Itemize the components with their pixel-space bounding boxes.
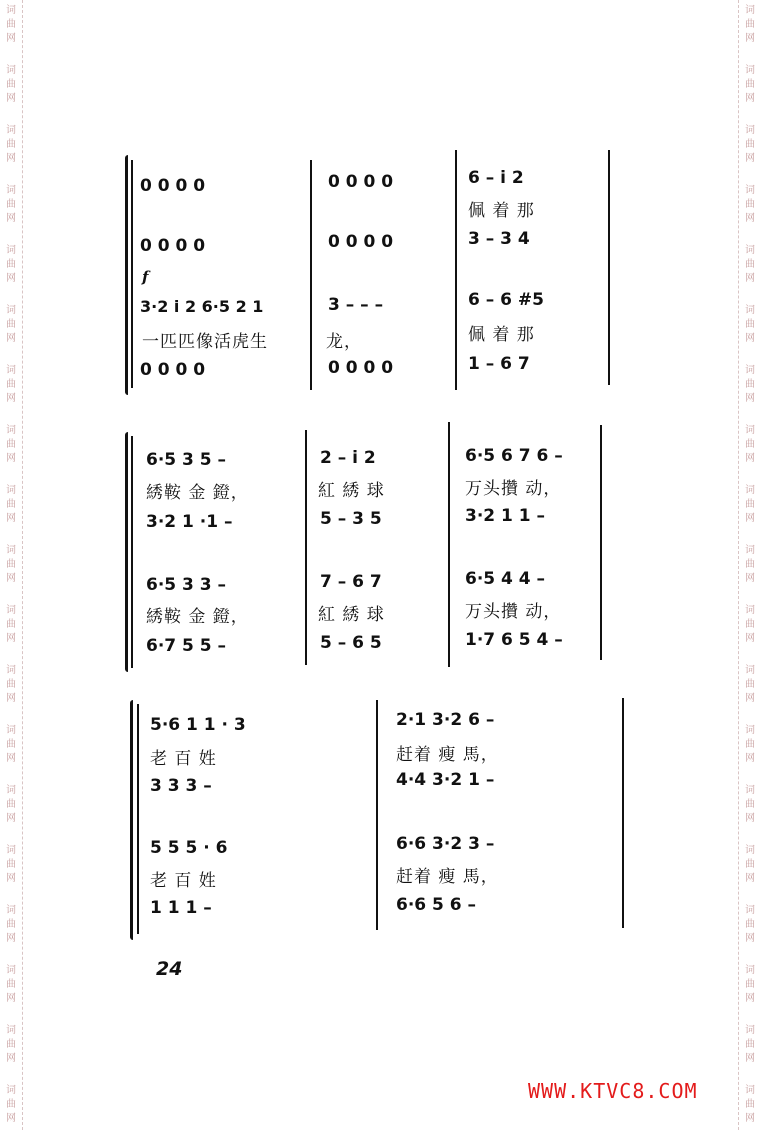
watermark-glyph: 词 bbox=[6, 1085, 16, 1096]
lyric-m3: 佩 着 那 bbox=[468, 201, 535, 221]
watermark-glyph: 网 bbox=[745, 1113, 755, 1124]
watermark-glyph: 词 bbox=[6, 485, 16, 496]
watermark-glyph: 词 bbox=[6, 905, 16, 916]
notes-m2: 0 0 0 0 bbox=[328, 172, 394, 192]
notes-m1: 6·5 3 3 – bbox=[146, 575, 227, 595]
watermark-glyph: 网 bbox=[6, 573, 16, 584]
watermark-glyph: 词 bbox=[6, 365, 16, 376]
watermark-glyph: 网 bbox=[745, 933, 755, 944]
notes-m2: 5 – 6 5 bbox=[320, 633, 382, 653]
watermark-glyph: 曲 bbox=[745, 679, 755, 690]
watermark-glyph: 网 bbox=[6, 393, 16, 404]
watermark-glyph: 网 bbox=[6, 453, 16, 464]
watermark-glyph: 网 bbox=[745, 633, 755, 644]
system-brace bbox=[125, 432, 128, 672]
watermark-glyph: 曲 bbox=[6, 79, 16, 90]
watermark-glyph: 词 bbox=[6, 725, 16, 736]
watermark-glyph: 词 bbox=[6, 845, 16, 856]
watermark-glyph: 词 bbox=[6, 425, 16, 436]
watermark-glyph: 曲 bbox=[745, 739, 755, 750]
watermark-glyph: 网 bbox=[6, 993, 16, 1004]
notes-m3: 1·7 6 5 4 – bbox=[465, 630, 563, 650]
notes-m2: 3 – – – bbox=[328, 295, 384, 315]
watermark-glyph: 网 bbox=[745, 993, 755, 1004]
watermark-glyph: 曲 bbox=[745, 499, 755, 510]
lyric-m1: 老 百 姓 bbox=[150, 749, 217, 769]
watermark-glyph: 词 bbox=[6, 1025, 16, 1036]
watermark-glyph: 曲 bbox=[745, 19, 755, 30]
lyric-m2: 赶着 瘦 馬， bbox=[396, 867, 499, 887]
site-watermark[interactable]: WWW.KTVC8.COM bbox=[528, 1079, 698, 1103]
watermark-glyph: 网 bbox=[745, 813, 755, 824]
watermark-glyph: 网 bbox=[6, 813, 16, 824]
watermark-glyph: 曲 bbox=[745, 979, 755, 990]
page-number: 24 bbox=[156, 958, 183, 980]
watermark-glyph: 网 bbox=[6, 753, 16, 764]
watermark-glyph: 网 bbox=[6, 333, 16, 344]
watermark-glyph: 曲 bbox=[745, 859, 755, 870]
watermark-glyph: 词 bbox=[6, 125, 16, 136]
bar-line bbox=[448, 422, 450, 667]
watermark-glyph: 网 bbox=[745, 273, 755, 284]
notes-m2: 6·6 3·2 3 – bbox=[396, 834, 495, 854]
watermark-glyph: 网 bbox=[6, 1113, 16, 1124]
notes-m1: 6·7 5 5 – bbox=[146, 636, 227, 656]
notes-m3: 3 – 3 4 bbox=[468, 229, 530, 249]
notes-m2: 0 0 0 0 bbox=[328, 358, 394, 378]
system-brace bbox=[125, 155, 128, 395]
bar-line bbox=[131, 160, 133, 388]
lyric-m3: 佩 着 那 bbox=[468, 325, 535, 345]
watermark-glyph: 网 bbox=[745, 753, 755, 764]
notes-m1: 3 3 3 – bbox=[150, 776, 212, 796]
watermark-glyph: 曲 bbox=[6, 199, 16, 210]
bar-line bbox=[376, 700, 378, 930]
watermark-glyph: 曲 bbox=[6, 559, 16, 570]
lyric-m2: 龙， bbox=[326, 332, 362, 352]
watermark-glyph: 词 bbox=[6, 665, 16, 676]
notes-m1: 5·6 1 1 · 3 bbox=[150, 715, 246, 735]
notes-m1: 1 1 1 – bbox=[150, 898, 212, 918]
watermark-glyph: 词 bbox=[6, 245, 16, 256]
watermark-glyph: 网 bbox=[745, 693, 755, 704]
notes-m1: 6·5 3 5 – bbox=[146, 450, 227, 470]
watermark-glyph: 词 bbox=[6, 785, 16, 796]
lyric-m2: 紅 綉 球 bbox=[318, 605, 385, 625]
watermark-glyph: 网 bbox=[6, 873, 16, 884]
watermark-glyph: 网 bbox=[6, 513, 16, 524]
dynamic-mark: f bbox=[142, 268, 149, 286]
watermark-glyph: 词 bbox=[745, 605, 755, 616]
notes-m2: 2 – i 2 bbox=[320, 448, 376, 468]
watermark-glyph: 网 bbox=[6, 1053, 16, 1064]
notes-m1: 3·2 i 2 6·5 2 1 bbox=[140, 297, 264, 316]
watermark-glyph: 词 bbox=[745, 365, 755, 376]
watermark-glyph: 网 bbox=[745, 513, 755, 524]
notes-m3: 3·2 1 1 – bbox=[465, 506, 546, 526]
bar-line bbox=[622, 698, 624, 928]
watermark-glyph: 曲 bbox=[745, 379, 755, 390]
watermark-glyph: 词 bbox=[745, 1085, 755, 1096]
watermark-glyph: 词 bbox=[745, 1025, 755, 1036]
watermark-glyph: 词 bbox=[745, 665, 755, 676]
watermark-glyph: 网 bbox=[6, 933, 16, 944]
watermark-glyph: 网 bbox=[745, 153, 755, 164]
watermark-glyph: 曲 bbox=[6, 979, 16, 990]
notes-m3: 6 – 6 #5 bbox=[468, 290, 544, 310]
watermark-glyph: 网 bbox=[6, 93, 16, 104]
notes-m1: 0 0 0 0 bbox=[140, 176, 206, 196]
lyric-m2: 紅 綉 球 bbox=[318, 481, 385, 501]
watermark-glyph: 词 bbox=[6, 545, 16, 556]
watermark-glyph: 曲 bbox=[6, 799, 16, 810]
watermark-glyph: 网 bbox=[745, 453, 755, 464]
watermark-glyph: 曲 bbox=[745, 919, 755, 930]
notes-m2: 2·1 3·2 6 – bbox=[396, 710, 495, 730]
bar-line bbox=[608, 150, 610, 385]
notes-m2: 6·6 5 6 – bbox=[396, 895, 477, 915]
watermark-glyph: 词 bbox=[745, 5, 755, 16]
watermark-glyph: 词 bbox=[745, 545, 755, 556]
notes-m1: 5 5 5 · 6 bbox=[150, 838, 228, 858]
watermark-glyph: 词 bbox=[745, 725, 755, 736]
watermark-glyph: 曲 bbox=[745, 199, 755, 210]
watermark-glyph: 词 bbox=[745, 785, 755, 796]
watermark-glyph: 词 bbox=[745, 305, 755, 316]
bar-line bbox=[310, 160, 312, 390]
watermark-glyph: 曲 bbox=[745, 799, 755, 810]
notes-m3: 6·5 6 7 6 – bbox=[465, 446, 563, 466]
watermark-glyph: 词 bbox=[745, 485, 755, 496]
watermark-glyph: 曲 bbox=[6, 1039, 16, 1050]
watermark-glyph: 曲 bbox=[6, 139, 16, 150]
left-guide-line bbox=[22, 0, 23, 1130]
watermark-glyph: 网 bbox=[745, 873, 755, 884]
watermark-glyph: 曲 bbox=[745, 1099, 755, 1110]
lyric-m1: 綉鞍 金 鐙， bbox=[146, 483, 249, 503]
watermark-glyph: 曲 bbox=[6, 859, 16, 870]
bar-line bbox=[131, 436, 133, 668]
lyric-m1: 一匹匹像活虎生 bbox=[142, 332, 268, 352]
watermark-glyph: 曲 bbox=[6, 679, 16, 690]
watermark-glyph: 网 bbox=[6, 693, 16, 704]
watermark-glyph: 曲 bbox=[745, 139, 755, 150]
watermark-glyph: 曲 bbox=[6, 619, 16, 630]
watermark-glyph: 曲 bbox=[6, 379, 16, 390]
watermark-glyph: 曲 bbox=[6, 919, 16, 930]
bar-line bbox=[305, 430, 307, 665]
watermark-glyph: 词 bbox=[6, 965, 16, 976]
watermark-glyph: 曲 bbox=[6, 499, 16, 510]
watermark-glyph: 网 bbox=[6, 633, 16, 644]
watermark-glyph: 网 bbox=[745, 1053, 755, 1064]
lyric-m3: 万头攢 动， bbox=[465, 602, 562, 622]
watermark-glyph: 词 bbox=[6, 5, 16, 16]
watermark-glyph: 词 bbox=[6, 185, 16, 196]
watermark-glyph: 网 bbox=[745, 333, 755, 344]
watermark-glyph: 词 bbox=[745, 185, 755, 196]
watermark-glyph: 词 bbox=[6, 605, 16, 616]
notes-m2: 5 – 3 5 bbox=[320, 509, 382, 529]
watermark-glyph: 曲 bbox=[745, 79, 755, 90]
watermark-glyph: 曲 bbox=[6, 319, 16, 330]
right-guide-line bbox=[738, 0, 739, 1130]
notes-m3: 6·5 4 4 – bbox=[465, 569, 546, 589]
watermark-glyph: 曲 bbox=[6, 259, 16, 270]
watermark-glyph: 网 bbox=[745, 93, 755, 104]
watermark-glyph: 曲 bbox=[6, 439, 16, 450]
watermark-glyph: 网 bbox=[6, 153, 16, 164]
lyric-m3: 万头攢 动， bbox=[465, 479, 562, 499]
notes-m2: 4·4 3·2 1 – bbox=[396, 770, 495, 790]
watermark-glyph: 词 bbox=[745, 65, 755, 76]
watermark-glyph: 词 bbox=[745, 845, 755, 856]
watermark-glyph: 曲 bbox=[745, 319, 755, 330]
bar-line bbox=[600, 425, 602, 660]
watermark-glyph: 曲 bbox=[6, 19, 16, 30]
watermark-glyph: 词 bbox=[745, 965, 755, 976]
watermark-glyph: 词 bbox=[745, 425, 755, 436]
watermark-glyph: 网 bbox=[745, 393, 755, 404]
watermark-glyph: 词 bbox=[745, 125, 755, 136]
bar-line bbox=[137, 704, 139, 934]
notes-m1: 0 0 0 0 bbox=[140, 236, 206, 256]
watermark-glyph: 词 bbox=[745, 905, 755, 916]
bar-line bbox=[455, 150, 457, 390]
system-brace bbox=[130, 700, 133, 940]
watermark-glyph: 曲 bbox=[745, 439, 755, 450]
lyric-m2: 赶着 瘦 馬， bbox=[396, 745, 499, 765]
watermark-glyph: 曲 bbox=[745, 1039, 755, 1050]
watermark-glyph: 网 bbox=[6, 213, 16, 224]
watermark-glyph: 网 bbox=[6, 33, 16, 44]
notes-m2: 0 0 0 0 bbox=[328, 232, 394, 252]
lyric-m1: 綉鞍 金 鐙， bbox=[146, 607, 249, 627]
watermark-glyph: 网 bbox=[745, 213, 755, 224]
notes-m3: 1 – 6 7 bbox=[468, 354, 530, 374]
watermark-glyph: 曲 bbox=[6, 739, 16, 750]
watermark-glyph: 曲 bbox=[745, 619, 755, 630]
watermark-glyph: 曲 bbox=[745, 559, 755, 570]
notes-m2: 7 – 6 7 bbox=[320, 572, 382, 592]
notes-m1: 0 0 0 0 bbox=[140, 360, 206, 380]
watermark-glyph: 曲 bbox=[6, 1099, 16, 1110]
watermark-glyph: 词 bbox=[6, 65, 16, 76]
notes-m1: 3·2 1 ·1 – bbox=[146, 512, 233, 532]
watermark-glyph: 曲 bbox=[745, 259, 755, 270]
watermark-glyph: 网 bbox=[745, 573, 755, 584]
lyric-m1: 老 百 姓 bbox=[150, 871, 217, 891]
watermark-glyph: 词 bbox=[745, 245, 755, 256]
notes-m3: 6 – i 2 bbox=[468, 168, 524, 188]
watermark-glyph: 网 bbox=[6, 273, 16, 284]
watermark-glyph: 网 bbox=[745, 33, 755, 44]
watermark-glyph: 词 bbox=[6, 305, 16, 316]
